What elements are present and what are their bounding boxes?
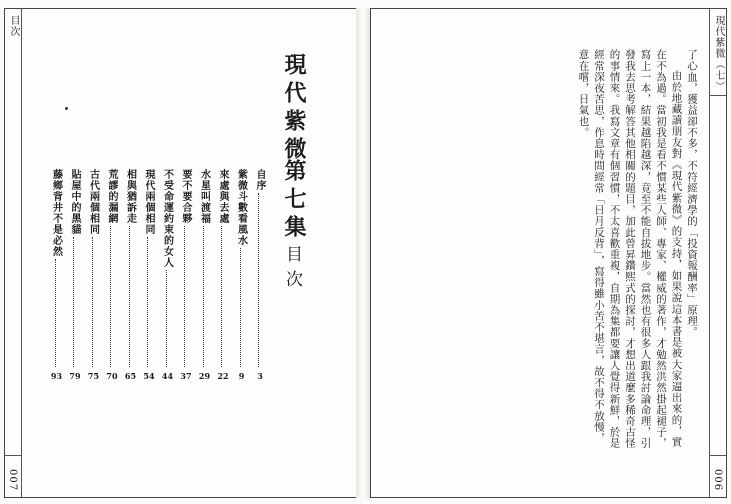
toc-item-page: 93 bbox=[50, 371, 63, 381]
toc-item bbox=[179, 169, 193, 379]
toc-item-page: 75 bbox=[87, 371, 100, 381]
book-gutter bbox=[356, 8, 370, 498]
toc-leader-dots bbox=[221, 226, 222, 367]
toc-leader-dots bbox=[166, 270, 167, 367]
toc-item-page: 3 bbox=[257, 371, 263, 381]
toc-leader-dots bbox=[110, 226, 111, 367]
volume-title: 第七集 bbox=[281, 159, 307, 243]
toc-item-page: 79 bbox=[69, 371, 81, 381]
toc-item bbox=[124, 169, 138, 379]
paragraph: 由於地藏讀朋友對《現代紫微》的支持，如果說這本書是被大家逼出來的，實在不為過。當初我是看不慣某些人師、專家、權威的著作，才勉然洪然掛起褪子，寫上一本，結果越陷越深，竟至不能自拔地步。當然也有很多人跟我討論命理，引發我去思考解答其他相關的題目，加此曾昇鑽熙式的探討，才想出道麼多稀奇古怪的事情來。我寫文章有個習慣，不太喜歡重複，自期為集都要讓人覺得新鮮，於是經常深夜苦思，作息時間經常「日月反背」，寫得雖小苦不堪言，故不得不放慢，意在嚐，日氣也。 bbox=[577, 49, 683, 449]
toc-leader-dots bbox=[147, 237, 148, 367]
toc-item-label: 藤鄉背井不是必然 bbox=[50, 169, 62, 257]
toc-leader-dots bbox=[184, 226, 185, 367]
toc-item bbox=[216, 169, 230, 379]
toc-leader-dots bbox=[73, 237, 74, 367]
body-text bbox=[389, 49, 699, 449]
toc-item bbox=[68, 169, 82, 379]
toc-item-page: 9 bbox=[238, 371, 245, 381]
toc-item-label: 來處與去處 bbox=[217, 169, 228, 224]
stray-mark bbox=[65, 107, 68, 110]
book-title: 現代紫微 bbox=[281, 53, 307, 165]
toc-item-label: 要不要合夥 bbox=[180, 169, 191, 224]
toc-item-page: 65 bbox=[124, 371, 137, 381]
toc-leader-dots bbox=[203, 226, 204, 367]
toc-item-label: 不受命運約束的女人 bbox=[161, 169, 173, 268]
toc-item bbox=[253, 169, 267, 379]
toc-item bbox=[87, 169, 101, 379]
toc-item-page: 22 bbox=[217, 371, 229, 381]
toc-item-page: 37 bbox=[180, 371, 192, 381]
running-head-right: 現代紫微（七） bbox=[713, 15, 724, 92]
toc-item bbox=[50, 169, 64, 379]
left-margin-strip bbox=[5, 9, 22, 497]
toc-item bbox=[142, 169, 156, 379]
table-of-contents bbox=[45, 169, 267, 389]
toc-item-page: 29 bbox=[198, 371, 211, 381]
toc-item-label: 現代兩個相同 bbox=[143, 169, 154, 235]
paragraph: 了心血，獲益卻不多，不符經濟學的「投資報酬率」原理。 bbox=[686, 49, 698, 338]
right-page bbox=[370, 8, 727, 498]
margin-rule bbox=[710, 455, 726, 456]
toc-item bbox=[235, 169, 249, 379]
toc-leader-dots bbox=[240, 248, 241, 367]
toc-item-label: 貼屋中的黑貓 bbox=[69, 169, 80, 235]
right-margin-strip bbox=[709, 9, 726, 497]
toc-leader-dots bbox=[258, 193, 259, 367]
toc-item bbox=[105, 169, 119, 379]
toc-item-label: 自序 bbox=[254, 169, 265, 191]
toc-item-label: 水星叫渡福 bbox=[198, 169, 210, 224]
left-page bbox=[4, 8, 358, 498]
page-number-left: 007 bbox=[7, 468, 18, 491]
toc-leader-dots bbox=[92, 237, 93, 367]
toc-item-label: 荒謬的漏網 bbox=[106, 169, 117, 224]
page-number-right: 006 bbox=[712, 468, 723, 491]
margin-rule bbox=[5, 455, 21, 456]
toc-item-page: 70 bbox=[106, 371, 118, 381]
toc-item bbox=[198, 169, 212, 379]
toc-heading: 目次 bbox=[282, 245, 302, 295]
toc-item bbox=[161, 169, 175, 379]
toc-item-page: 44 bbox=[161, 371, 174, 381]
margin-rule bbox=[710, 95, 726, 96]
running-head-left: 目次 bbox=[8, 15, 19, 37]
toc-item-label: 古代兩個相同 bbox=[87, 169, 99, 235]
toc-item-label: 紫微斗數看風水 bbox=[235, 169, 247, 246]
toc-item-label: 相與猶訴走 bbox=[124, 169, 136, 224]
toc-item-page: 54 bbox=[143, 371, 155, 381]
toc-leader-dots bbox=[129, 226, 130, 367]
toc-leader-dots bbox=[55, 259, 56, 367]
